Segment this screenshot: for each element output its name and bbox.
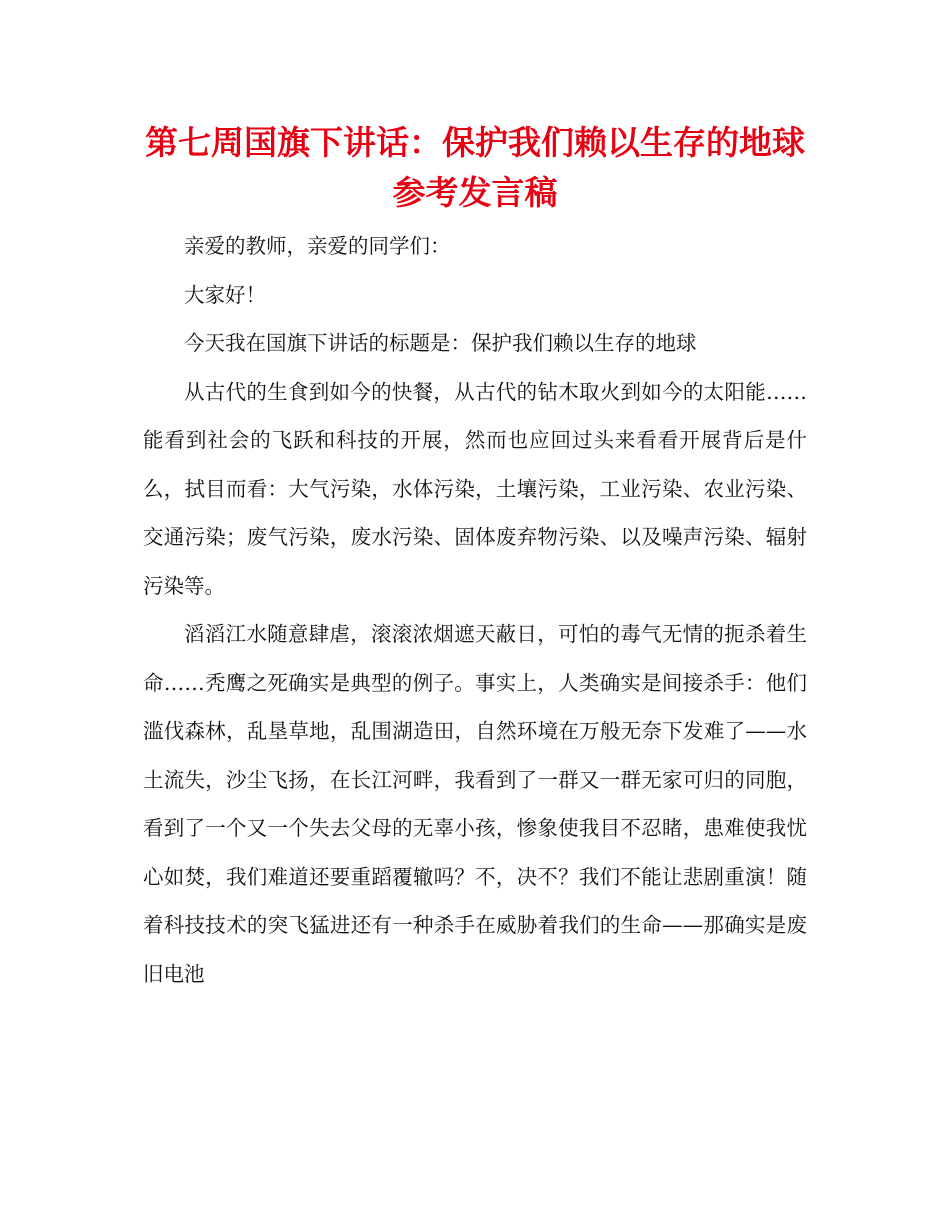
paragraph-pollution: 从古代的生食到如今的快餐，从古代的钻木取火到如今的太阳能……能看到社会的飞跃和科技的开展，然而也应回过头来看看开展背后是什么，拭目而看：大气污染，水体污染，土壤污染，工业污染、农业污染、交通污染；废气污染，废水污染、固体废弃物污染、以及噪声污染、辐射污染等。	[143, 379, 807, 598]
paragraph-consequences: 滔滔江水随意肆虐，滚滚浓烟遮天蔽日，可怕的毒气无情的扼杀着生命……秃鹰之死确实是典型的例子。事实上，人类确实是间接杀手：他们滥伐森林，乱垦草地，乱围湖造田，自然环境在万般无奈下发难了——水土流失，沙尘飞扬，在长江河畔，我看到了一群又一群无家可归的同胞，看到了一个又一个失去父母的无辜小孩，惨象使我目不忍睹，患难使我忧心如焚，我们难道还要重蹈覆辙吗？不，决不？我们不能让悲剧重演！随着科技技术的突飞猛进还有一种杀手在威胁着我们的生命——那确实是废旧电池	[143, 622, 807, 986]
paragraph-hello: 大家好！	[184, 282, 266, 307]
paragraph-greeting: 亲爱的教师，亲爱的同学们：	[184, 234, 451, 258]
document-body	[143, 222, 807, 998]
document-title: 第七周国旗下讲话：保护我们赖以生存的地球参考发言稿	[145, 123, 805, 212]
paragraph-topic: 今天我在国旗下讲话的标题是：保护我们赖以生存的地球	[184, 331, 697, 355]
